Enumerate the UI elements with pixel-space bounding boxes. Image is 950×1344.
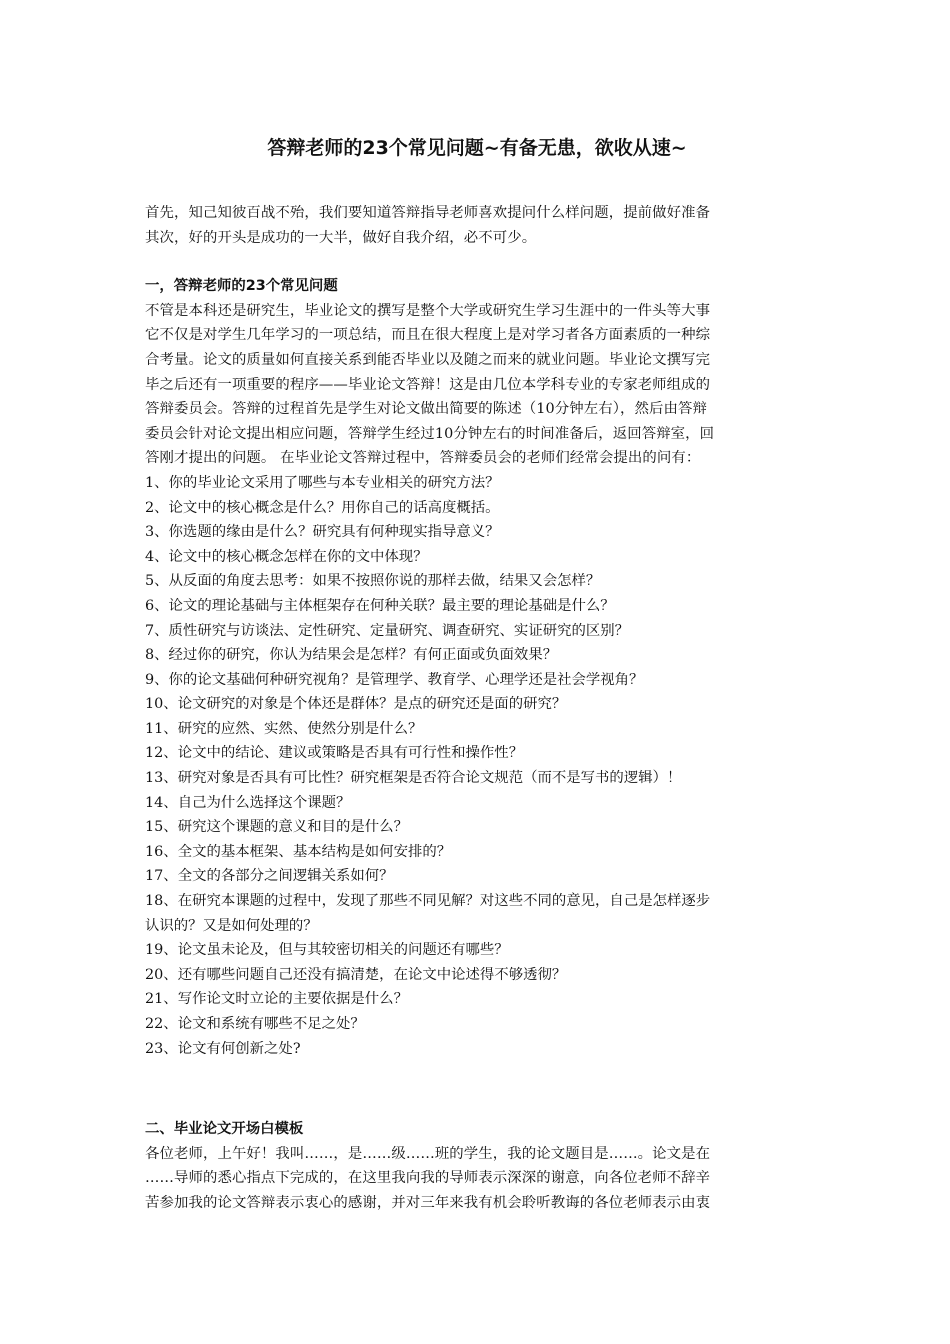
section-gap xyxy=(145,1061,809,1117)
question-item: 1、你的毕业论文采用了哪些与本专业相关的研究方法？ xyxy=(145,474,500,491)
section-heading-opening: 二、毕业论文开场白模板 xyxy=(145,1121,304,1138)
question-item: 18、在研究本课题的过程中，发现了那些不同见解？对这些不同的意见，自己是怎样逐步 xyxy=(145,893,711,910)
question-item: 7、质性研究与访谈法、定性研究、定量研究、调查研究、实证研究的区别？ xyxy=(145,622,630,639)
question-item: 2、论文中的核心概念是什么？用你自己的话高度概括。 xyxy=(145,499,500,516)
question-item: 5、从反面的角度去思考：如果不按照你说的那样去做，结果又会怎样？ xyxy=(145,573,601,590)
intro-line: 首先，知己知彼百战不殆，我们要知道答辩指导老师喜欢提问什么样问题，提前做好准备 xyxy=(145,205,711,221)
body-line: ……导师的悉心指点下完成的，在这里我向我的导师表示深深的谢意，向各位老师不辞辛 xyxy=(145,1170,711,1187)
body-line: 答刚才提出的问题。 在毕业论文答辩过程中，答辩委员会的老师们经常会提出的问有： xyxy=(145,450,701,467)
body-line: 毕之后还有一项重要的程序——毕业论文答辩！这是由几位本学科专业的专家老师组成的 xyxy=(145,376,711,393)
question-item: 4、论文中的核心概念怎样在你的文中体现？ xyxy=(145,548,428,565)
question-item: 3、你选题的缘由是什么？研究具有何种现实指导意义？ xyxy=(145,524,500,541)
question-item: 8、经过你的研究，你认为结果会是怎样？有何正面或负面效果？ xyxy=(145,647,558,664)
body-line: 它不仅是对学生几年学习的一项总结，而且在很大程度上是对学习者各方面素质的一种综 xyxy=(145,327,711,344)
question-item: 21、写作论文时立论的主要依据是什么？ xyxy=(145,991,408,1008)
section1-body xyxy=(145,299,809,471)
question-item: 6、论文的理论基础与主体框架存在何种关联？最主要的理论基础是什么？ xyxy=(145,597,615,614)
question-item: 13、研究对象是否具有可比性？研究框架是否符合论文规范（而不是写书的逻辑）！ xyxy=(145,770,682,787)
section-heading-questions: 一，答辩老师的23个常见问题 xyxy=(145,278,338,295)
question-item: 12、论文中的结论、建议或策略是否具有可行性和操作性？ xyxy=(145,745,524,762)
question-item: 17、全文的各部分之间逻辑关系如何？ xyxy=(145,868,394,885)
question-item: 10、论文研究的对象是个体还是群体？是点的研究还是面的研究？ xyxy=(145,696,567,713)
question-item: 20、还有哪些问题自己还没有搞清楚，在论文中论述得不够透彻？ xyxy=(145,966,567,983)
question-item: 22、论文和系统有哪些不足之处？ xyxy=(145,1016,365,1032)
body-line: 苦参加我的论文答辩表示衷心的感谢，并对三年来我有机会聆听教诲的各位老师表示由衷 xyxy=(145,1194,711,1211)
body-line: 委员会针对论文提出相应问题，答辩学生经过10分钟左右的时间准备后，返回答辩室，回 xyxy=(145,425,715,442)
question-item: 11、研究的应然、实然、使然分别是什么？ xyxy=(145,720,423,737)
question-item: 19、论文虽未论及，但与其较密切相关的问题还有哪些？ xyxy=(145,942,509,959)
document-title: 答辩老师的23个常见问题~有备无患，欲收从速~ xyxy=(267,137,687,159)
question-item: 9、你的论文基础何种研究视角？是管理学、教育学、心理学还是社会学视角？ xyxy=(145,671,644,688)
question-item-continuation: 认识的？又是如何处理的？ xyxy=(145,917,318,934)
question-list xyxy=(145,471,809,1061)
body-line: 合考量。论文的质量如何直接关系到能否毕业以及随之而来的就业问题。毕业论文撰写完 xyxy=(145,351,711,368)
document-page xyxy=(145,132,809,1216)
body-line: 不管是本科还是研究生，毕业论文的撰写是整个大学或研究生学习生涯中的一件头等大事 xyxy=(145,302,711,319)
body-line: 各位老师，上午好！我叫……，是……级……班的学生，我的论文题目是……。论文是在 xyxy=(145,1145,711,1162)
question-item: 15、研究这个课题的意义和目的是什么？ xyxy=(145,819,408,836)
intro-line: 其次，好的开头是成功的一大半，做好自我介绍，必不可少。 xyxy=(145,229,537,246)
question-item: 14、自己为什么选择这个课题？ xyxy=(145,794,351,811)
intro-paragraph xyxy=(145,201,809,250)
question-item: 23、论文有何创新之处? xyxy=(145,1040,301,1057)
body-line: 答辩委员会。答辩的过程首先是学生对论文做出简要的陈述（10分钟左右），然后由答辩 xyxy=(145,401,707,418)
section2-body xyxy=(145,1142,809,1216)
question-item: 16、全文的基本框架、基本结构是如何安排的？ xyxy=(145,843,452,860)
